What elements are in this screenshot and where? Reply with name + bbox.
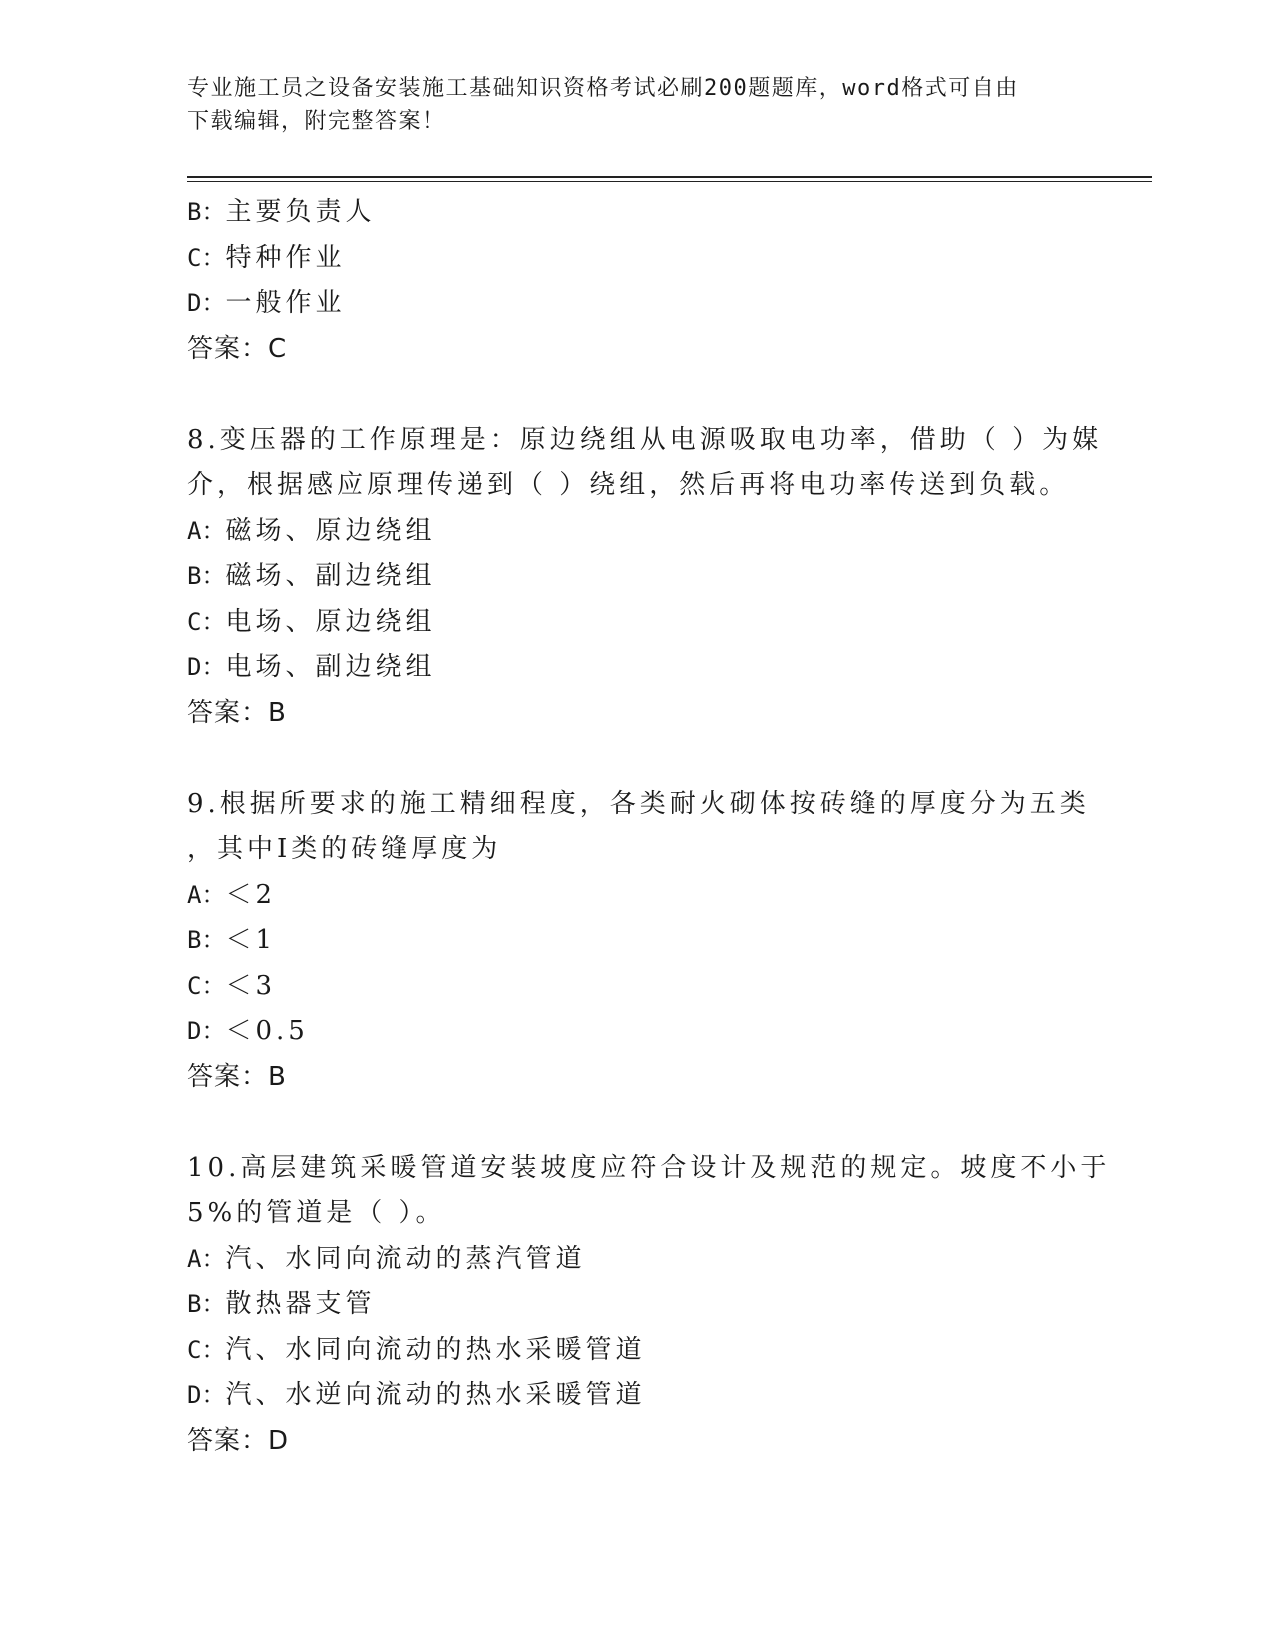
question-text-line: 5%的管道是（ ）。 xyxy=(187,1198,446,1228)
spacer xyxy=(187,1100,1152,1146)
option-b: B：主要负责人 xyxy=(187,197,376,227)
document-header xyxy=(187,72,1077,138)
header-divider-thick xyxy=(187,176,1152,178)
answer: 答案：D xyxy=(187,1425,290,1456)
option-d: D：电场、副边绕组 xyxy=(187,652,436,682)
question-10 xyxy=(187,1146,1152,1465)
question-text-line: 介，根据感应原理传递到（ ）绕组，然后再将电功率传送到负载。 xyxy=(187,470,1070,500)
question-text-line: 9.根据所要求的施工精细程度，各类耐火砌体按砖缝的厚度分为五类 xyxy=(187,788,1090,819)
question-7-partial xyxy=(187,190,1152,372)
answer: 答案：C xyxy=(187,333,288,364)
option-a: A：＜2 xyxy=(187,879,276,910)
question-text-line: 8.变压器的工作原理是：原边绕组从电源吸取电功率，借助（ ）为媒 xyxy=(187,424,1103,455)
option-c: C：特种作业 xyxy=(187,242,346,273)
option-d: D：汽、水逆向流动的热水采暖管道 xyxy=(187,1380,646,1410)
option-a: A：汽、水同向流动的蒸汽管道 xyxy=(187,1243,586,1274)
question-9 xyxy=(187,782,1152,1101)
answer: 答案：B xyxy=(187,697,287,728)
question-text-line: 10.高层建筑采暖管道安装坡度应符合设计及规范的规定。坡度不小于 xyxy=(187,1152,1111,1183)
answer: 答案：B xyxy=(187,1061,287,1092)
option-b: B：＜1 xyxy=(187,925,276,955)
question-text-line: ，其中Ⅰ类的砖缝厚度为 xyxy=(187,834,502,864)
option-c: C：＜3 xyxy=(187,970,276,1001)
option-c: C：电场、原边绕组 xyxy=(187,606,436,637)
document-page xyxy=(187,0,1152,1650)
header-line-1: 专业施工员之设备安装施工基础知识资格考试必刷200题题库，word格式可自由 xyxy=(187,76,1019,101)
header-line-2: 下载编辑，附完整答案！ xyxy=(187,109,446,134)
option-c: C：汽、水同向流动的热水采暖管道 xyxy=(187,1334,646,1365)
document-content xyxy=(187,190,1152,1464)
option-b: B：散热器支管 xyxy=(187,1289,376,1319)
option-d: D：一般作业 xyxy=(187,288,346,318)
question-8 xyxy=(187,418,1152,737)
header-divider-thin xyxy=(187,181,1152,182)
option-b: B：磁场、副边绕组 xyxy=(187,561,436,591)
spacer xyxy=(187,372,1152,418)
option-a: A：磁场、原边绕组 xyxy=(187,515,436,546)
spacer xyxy=(187,736,1152,782)
option-d: D：＜0.5 xyxy=(187,1016,309,1046)
